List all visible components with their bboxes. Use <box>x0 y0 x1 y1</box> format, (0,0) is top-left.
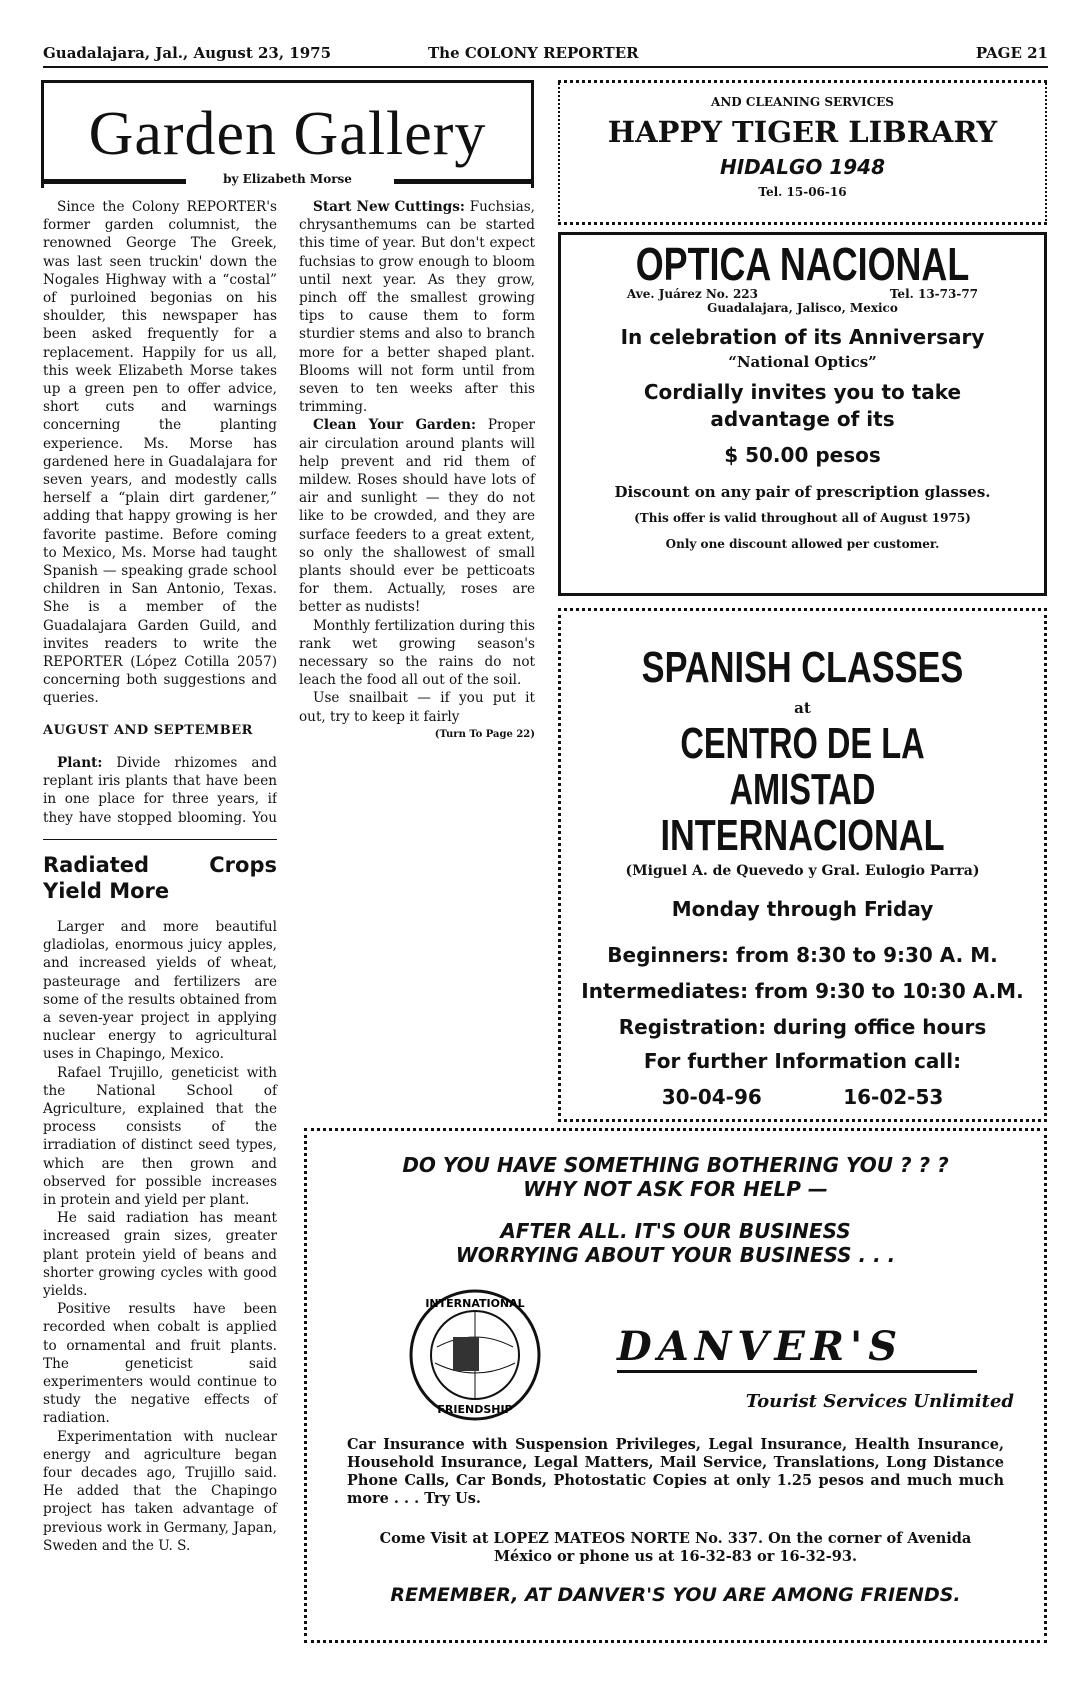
ad-happy-tiger: AND CLEANING SERVICES HAPPY TIGER LIBRARY HIDALGO 1948 Tel. 15-06-16 <box>558 80 1047 225</box>
phone: 16-02-53 <box>843 1085 944 1109</box>
snailbait-paragraph: Use snailbait — if you put it out, try to keep it fairly <box>299 690 535 725</box>
article-paragraph: Larger and more beautiful gladiolas, enormous juicy apples, and increased yields of wheat, pasteurage and fertilizers are some of the results obtained from a seven-year project in applying nuclear energy to agricultural uses in Chapingo, Mexico. <box>43 918 277 1063</box>
column-right <box>299 198 535 744</box>
page-header <box>43 42 1048 68</box>
fertilization-paragraph: Monthly fertilization during this rank wet growing season's necessary so the rains do not leach the food all out of the soil. <box>299 617 535 689</box>
intro-paragraph: Since the Colony REPORTER's former garden columnist, the renowned George The Greek, was last seen truckin' down the Nogales Highway with a “costal” of purloined begonias on his shoulder, this newspaper has been asked frequently for a replacement. Happily for us all, this week Elizabeth Morse takes up a green pen to offer advice, short cuts and warnings concerning the planting experience. Ms. Morse has gardened here in Guadalajara for seven years, and modestly calls herself a “plain dirt gardener,” adding that happy growing is her favorite pastime. Before coming to Mexico, Ms. Morse had taught Spanish — speaking grade school children in San Antonio, Texas. She is a member of the Guadalajara Garden Guild, and invites readers to write the REPORTER (López Cotilla 2057) concerning both suggestions and queries. <box>43 199 277 707</box>
ad-danvers: DO YOU HAVE SOMETHING BOTHERING YOU ? ? ? WHY NOT ASK FOR HELP — AFTER ALL. IT'S OUR BUSINESS WORRYING ABOUT YOUR BUSINESS . . . INTERNATIONAL FRIENDSHIP DANVER'S Tourist Services Unlimited Car Insurance with Suspension Privileges, Legal Insurance, Health Insurance, Household Insurance, Legal Matters, Mail Service, Translations, Long Distance Phone Calls, Car Bonds, Photostatic Copies at only 1.25 pesos and much much more . . . Try Us. Come Visit at LOPEZ MATEOS NORTE No. 337. On the corner of Avenida México or phone us at 16-32-83 or 16-32-93. REMEMBER, AT DANVER'S YOU ARE AMONG FRIENDS. <box>304 1128 1047 1643</box>
ad-title: SPANISH CLASSES <box>641 643 964 692</box>
ad-spanish-classes: SPANISH CLASSES at CENTRO DE LA AMISTAD INTERNACIONAL (Miguel A. de Quevedo y Gral. Eulogio Parra) Monday through Friday Beginners: from 8:30 to 9:30 A. M. Intermediates: from 9:30 to 10:30 A.M. Registration: during office hours For further Information call: 30-04-96 16-02-53 <box>558 608 1047 1122</box>
ad-optica-nacional: OPTICA NACIONAL Ave. Juárez No. 223 Tel. 13-73-77 Guadalajara, Jalisco, Mexico In celebration of its Anniversary “National Optics” Cordially invites you to take advantage of its $ 50.00 pesos Discount on any pair of prescription glasses. (This offer is valid throughout all of August 1975) Only one discount allowed per customer. <box>558 232 1047 596</box>
cuttings-paragraph: Start New Cuttings: Fuchsias, chrysanthemums can be started this time of year. But don't expect fuchsias to grow enough to bloom until next year. As they grow, pinch off the smallest growing tips to cause them to form sturdier stems and also to branch more for a better shaped plant. Blooms will not form until from seven to ten weeks after this trimming. <box>299 199 535 416</box>
divider <box>394 179 534 184</box>
ad-title: HAPPY TIGER LIBRARY <box>607 115 998 149</box>
ad-title: DANVER'S <box>617 1323 977 1373</box>
jump-line: (Turn To Page 22) <box>434 728 535 740</box>
international-friendship-logo <box>407 1287 543 1423</box>
article-paragraph: Rafael Trujillo, geneticist with the National School of Agriculture, explained that the process consists of the irradiation of distinct seed types, which are then grown and observed for possible increases in protein and yield per plant. <box>43 1064 277 1208</box>
article-paragraph: Experimentation with nuclear energy and agriculture began four decades ago, Trujillo said. He added that the Chapingo project has taken advantage of previous work in Germany, Japan, Sweden and the U. S. <box>43 1428 277 1554</box>
masthead: The COLONY REPORTER <box>428 44 639 62</box>
byline: by Elizabeth Morse <box>41 172 534 190</box>
plant-paragraph: Plant: Divide rhizomes and replant iris plants that have been in one place for three years, if they have stopped blooming. You <box>43 754 277 826</box>
column-left <box>43 198 277 1555</box>
dateline: Guadalajara, Jal., August 23, 1975 <box>43 44 332 62</box>
page-number: PAGE 21 <box>975 44 1048 62</box>
clean-paragraph: Clean Your Garden: Proper air circulation around plants will help prevent and rid them of mildew. Roses should have lots of air and sunlight — they do not like to be crowded, and they are surface feeders to a great extent, so only the shallowest of small plants should ever be petticoats for them. Actually, roses are better as nudists! <box>299 417 535 616</box>
divider <box>43 839 277 840</box>
svg-text:INTERNATIONAL: INTERNATIONAL <box>425 1297 525 1310</box>
phone: 30-04-96 <box>661 1085 762 1109</box>
ad-title: OPTICA NACIONAL <box>635 238 970 290</box>
column-title: Garden Gallery <box>88 100 487 168</box>
article-headline: Radiated Crops Yield More <box>43 852 277 903</box>
svg-text:FRIENDSHIP: FRIENDSHIP <box>437 1403 513 1416</box>
article-paragraph: He said radiation has meant increased grain sizes, greater plant protein yield of beans and shorter growing cycles with good yields. <box>43 1210 277 1299</box>
subheading: AUGUST AND SEPTEMBER <box>43 722 253 738</box>
divider <box>41 179 186 184</box>
article-paragraph: Positive results have been recorded when cobalt is applied to ornamental and fruit plants. The geneticist said experimenters would continue to study the negative effects of radiation. <box>43 1301 277 1427</box>
